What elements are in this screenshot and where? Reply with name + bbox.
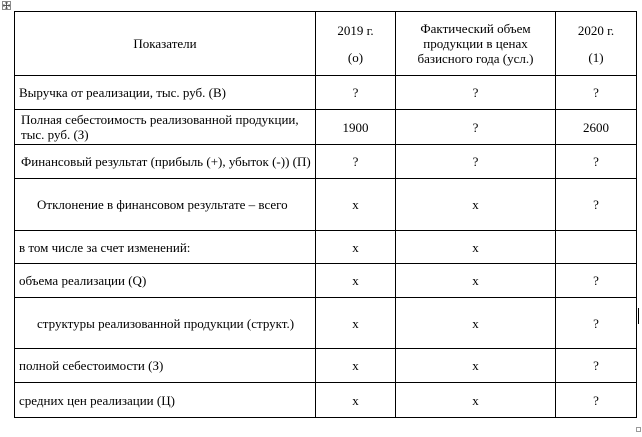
row-label-average-prices: средних цен реализации (Ц) bbox=[15, 383, 316, 418]
row-value-actual: х bbox=[396, 179, 556, 231]
table-resize-handle[interactable] bbox=[636, 427, 641, 432]
table-row bbox=[15, 110, 637, 145]
row-value-2020: ? bbox=[556, 76, 637, 110]
header-2019-year: 2019 г. bbox=[337, 22, 374, 38]
row-value-2020: 2600 bbox=[556, 110, 637, 145]
header-2020 bbox=[556, 12, 637, 76]
row-value-2019: х bbox=[316, 231, 396, 264]
row-label-including: в том числе за счет изменений: bbox=[15, 231, 316, 264]
row-label-revenue: Выручка от реализации, тыс. руб. (В) bbox=[15, 76, 316, 110]
table-row bbox=[15, 264, 637, 298]
table-row bbox=[15, 145, 637, 179]
row-label-full-cost: Полная себестоимость реализованной продукции, тыс. руб. (З) bbox=[15, 110, 316, 145]
row-label-structure: структуры реализованной продукции (структ.) bbox=[15, 298, 316, 349]
row-value-2020: ? bbox=[556, 383, 637, 418]
row-value-actual: х bbox=[396, 264, 556, 298]
row-value-2019: х bbox=[316, 349, 396, 383]
table-row bbox=[15, 76, 637, 110]
table-row bbox=[15, 179, 637, 231]
table-row bbox=[15, 349, 637, 383]
row-value-2019: х bbox=[316, 179, 396, 231]
header-2019-code: (о) bbox=[347, 49, 364, 65]
table-row bbox=[15, 298, 637, 349]
text-cursor bbox=[638, 308, 639, 324]
header-actual-volume: Фактический объем продукции в ценах базисного года (усл.) bbox=[396, 12, 556, 76]
row-value-2020 bbox=[556, 231, 637, 264]
table-header-row bbox=[15, 12, 637, 76]
analysis-table bbox=[14, 11, 637, 418]
row-value-2019: х bbox=[316, 383, 396, 418]
row-value-actual: ? bbox=[396, 110, 556, 145]
row-value-actual: х bbox=[396, 298, 556, 349]
row-value-2020: ? bbox=[556, 179, 637, 231]
row-value-actual: х bbox=[396, 349, 556, 383]
header-2020-year: 2020 г. bbox=[577, 22, 615, 38]
row-value-2019: ? bbox=[316, 145, 396, 179]
row-value-2020: ? bbox=[556, 349, 637, 383]
row-value-2019: х bbox=[316, 264, 396, 298]
table-move-handle-icon[interactable] bbox=[2, 1, 11, 10]
row-label-full-cost-change: полной себестоимости (З) bbox=[15, 349, 316, 383]
row-value-actual: ? bbox=[396, 145, 556, 179]
row-value-2020: ? bbox=[556, 145, 637, 179]
row-value-actual: х bbox=[396, 231, 556, 264]
row-value-2020: ? bbox=[556, 298, 637, 349]
row-value-actual: ? bbox=[396, 76, 556, 110]
row-value-2019: 1900 bbox=[316, 110, 396, 145]
row-value-2019: х bbox=[316, 298, 396, 349]
header-indicators: Показатели bbox=[15, 12, 316, 76]
row-label-sales-volume: объема реализации (Q) bbox=[15, 264, 316, 298]
row-value-actual: х bbox=[396, 383, 556, 418]
row-value-2020: ? bbox=[556, 264, 637, 298]
row-value-2019: ? bbox=[316, 76, 396, 110]
table-row bbox=[15, 231, 637, 264]
row-label-total-deviation: Отклонение в финансовом результате – всего bbox=[15, 179, 316, 231]
row-label-financial-result: Финансовый результат (прибыль (+), убыток (-)) (П) bbox=[15, 145, 316, 179]
table-row bbox=[15, 383, 637, 418]
header-2019 bbox=[316, 12, 396, 76]
header-2020-code: (1) bbox=[588, 49, 604, 65]
